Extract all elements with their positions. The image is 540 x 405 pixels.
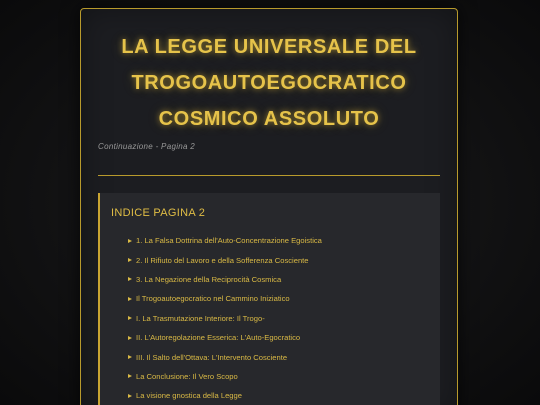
title-line-2: TROGOAUTOEGOCRATICO bbox=[131, 72, 407, 94]
triangle-right-icon bbox=[128, 258, 132, 262]
toc-item[interactable] bbox=[128, 289, 434, 308]
table-of-contents bbox=[98, 193, 440, 405]
toc-item-link[interactable]: III. Il Salto dell'Ottava: L'Intervento Cosciente bbox=[136, 352, 288, 362]
toc-item[interactable] bbox=[128, 386, 434, 405]
page-subtitle: Continuazione - Pagina 2 bbox=[98, 142, 196, 151]
toc-item-link[interactable]: II. L'Autoregolazione Esserica: L'Auto-Egocratico bbox=[136, 333, 301, 343]
triangle-right-icon bbox=[128, 239, 132, 243]
toc-list bbox=[128, 231, 434, 405]
triangle-right-icon bbox=[128, 374, 132, 378]
toc-item-link[interactable]: La Conclusione: Il Vero Scopo bbox=[136, 371, 238, 381]
toc-heading: INDICE PAGINA 2 bbox=[111, 207, 206, 219]
toc-item-link[interactable]: 1. La Falsa Dottrina dell'Auto-Concentrazione Egoistica bbox=[136, 236, 322, 246]
toc-item-link[interactable]: I. La Trasmutazione Interiore: Il Trogo- bbox=[136, 313, 265, 323]
toc-item[interactable] bbox=[128, 270, 434, 289]
toc-item-link[interactable]: Il Trogoautoegocratico nel Cammino Iniziatico bbox=[136, 294, 290, 304]
triangle-right-icon bbox=[128, 394, 132, 398]
triangle-right-icon bbox=[128, 355, 132, 359]
toc-item[interactable] bbox=[128, 231, 434, 250]
triangle-right-icon bbox=[128, 336, 132, 340]
toc-item-link[interactable]: 3. La Negazione della Reciprocità Cosmica bbox=[136, 274, 282, 284]
triangle-right-icon bbox=[128, 297, 132, 301]
section-divider bbox=[98, 175, 440, 176]
toc-item[interactable] bbox=[128, 309, 434, 328]
toc-item[interactable] bbox=[128, 250, 434, 269]
title-line-1: LA LEGGE UNIVERSALE DEL bbox=[121, 36, 417, 58]
toc-item-link[interactable]: La visione gnostica della Legge bbox=[136, 391, 242, 401]
title-line-3: COSMICO ASSOLUTO bbox=[158, 108, 380, 130]
toc-item[interactable] bbox=[128, 347, 434, 366]
toc-item[interactable] bbox=[128, 367, 434, 386]
page-title bbox=[81, 29, 457, 137]
toc-item-link[interactable]: 2. Il Rifiuto del Lavoro e della Sofferenza Cosciente bbox=[136, 255, 309, 265]
toc-item[interactable] bbox=[128, 328, 434, 347]
triangle-right-icon bbox=[128, 277, 132, 281]
triangle-right-icon bbox=[128, 316, 132, 320]
document-page bbox=[80, 8, 458, 405]
